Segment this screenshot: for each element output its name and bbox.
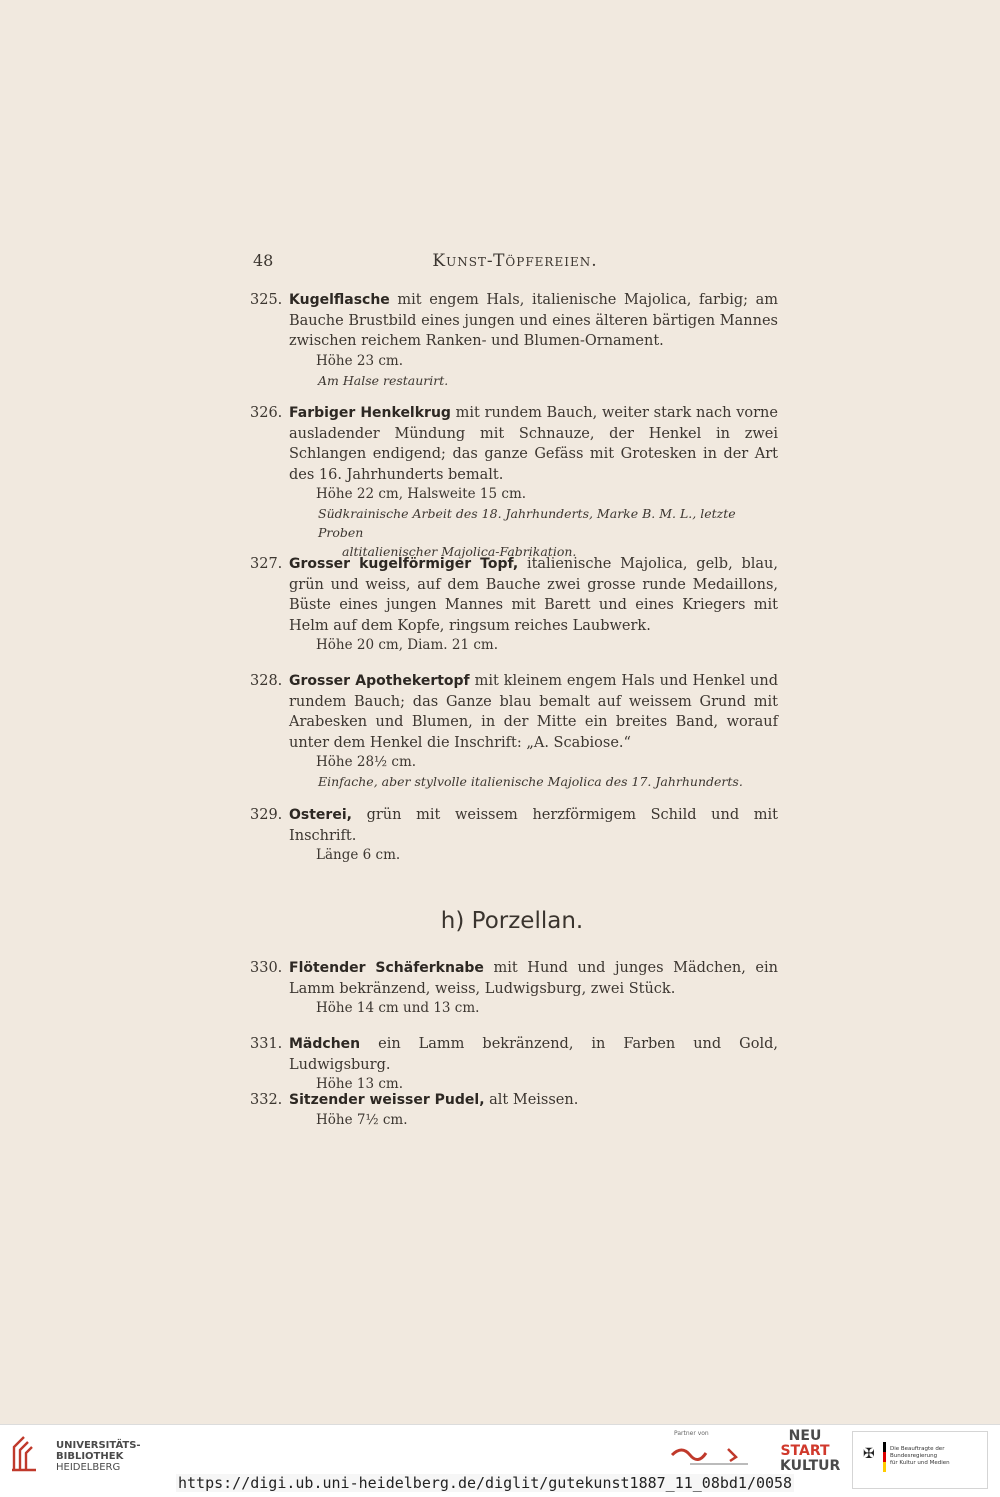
entry-text: mit kleinem engem Hals und Henkel und rundem Bauch; das Ganze blau bemalt auf weissem Grund mit Arabesken und Blumen, in der Mitte ein breites Band, worauf unter dem Henkel die Inschrift: „A. Scabiose.“ <box>289 673 778 751</box>
entry-note: Am Halse restaurirt. <box>318 372 449 388</box>
partner-label: Partner von <box>674 1430 709 1437</box>
bkm-logo[interactable] <box>852 1431 988 1489</box>
entry-heading: Kugelflasche <box>289 292 390 308</box>
entry-measurement: Höhe 22 cm, Halsweite 15 cm. <box>316 486 527 502</box>
entry-number: 332. <box>250 1092 283 1108</box>
bkm-text <box>890 1446 987 1467</box>
federal-eagle-icon: ✠ <box>863 1446 875 1462</box>
entry-heading: Sitzender weisser Pudel, <box>289 1092 485 1108</box>
entry-description <box>289 1090 778 1111</box>
catalog-entry-332 <box>250 1090 778 1130</box>
entry-number: 327. <box>250 556 283 572</box>
library-name-line-3: HEIDELBERG <box>56 1462 121 1473</box>
university-library-logo-icon[interactable] <box>10 1433 46 1473</box>
entry-text: grün mit weissem herzförmigem Schild und mit Inschrift. <box>289 807 778 844</box>
entry-measurement: Höhe 20 cm, Diam. 21 cm. <box>316 637 498 653</box>
catalog-entry-329 <box>250 805 778 865</box>
bkm-line-2: für Kultur und Medien <box>890 1460 950 1466</box>
entry-text: mit Hund und junges Mädchen, ein Lamm bekränzend, weiss, Ludwigsburg, zwei Stück. <box>289 960 778 997</box>
entry-note: Einfache, aber stylvolle italienische Majolica des 17. Jahrhunderts. <box>318 774 743 789</box>
german-flag-icon <box>883 1442 886 1472</box>
entry-number: 330. <box>250 960 283 976</box>
catalog-entry-330 <box>250 958 778 1018</box>
entry-measurement: Höhe 7½ cm. <box>316 1111 408 1128</box>
entry-number: 328. <box>250 673 283 689</box>
entry-measurement: Länge 6 cm. <box>316 847 401 863</box>
page-header-title: Kunst-Töpfereien. <box>432 251 598 271</box>
catalog-entry-325 <box>250 290 778 390</box>
section-title: h) Porzellan. <box>440 908 584 934</box>
entry-description <box>289 805 778 846</box>
entry-measurement: Höhe 23 cm. <box>316 352 403 369</box>
entry-description <box>289 671 778 753</box>
neustart-line-3: KULTUR <box>780 1458 841 1474</box>
page-number: 48 <box>253 251 274 270</box>
entry-number: 329. <box>250 807 283 823</box>
entry-number: 326. <box>250 405 283 421</box>
entry-heading: Flötender Schäferknabe <box>289 960 484 976</box>
entry-measurement: Höhe 28½ cm. <box>316 754 417 770</box>
entry-text: mit rundem Bauch, weiter stark nach vorne ausladender Mündung mit Schnauze, der Henkel in zwei Schlangen endigend; das ganze Gefäss mit Grotesken in der Art des 16. Jahrhunderts bemalt. <box>289 405 778 483</box>
neustart-line-1: NEU <box>788 1428 822 1444</box>
entry-description <box>289 290 778 352</box>
entry-text: ein Lamm bekränzend, in Farben und Gold, Ludwigsburg. <box>289 1036 778 1073</box>
entry-heading: Osterei, <box>289 807 352 823</box>
entry-text: mit engem Hals, italienische Majolica, farbig; am Bauche Brustbild eines jungen und eines älteren bärtigen Mannes zwischen reichem Ranken- und Blumen-Ornament. <box>289 292 778 349</box>
entry-measurement: Höhe 13 cm. <box>316 1076 403 1092</box>
entry-description <box>289 958 778 999</box>
deutsche-digitale-bibliothek-logo-icon[interactable] <box>670 1441 770 1471</box>
entry-measurement: Höhe 14 cm und 13 cm. <box>316 1000 480 1016</box>
university-library-name[interactable] <box>56 1440 141 1473</box>
permalink-url[interactable]: https://digi.ub.uni-heidelberg.de/diglit/gutekunst1887_11_08bd1/0058 <box>178 1474 793 1492</box>
neustart-line-2: START <box>780 1443 830 1459</box>
entry-description <box>289 554 778 636</box>
running-head <box>253 251 777 273</box>
catalog-entry-331 <box>250 1034 778 1094</box>
catalog-entry-328 <box>250 671 778 791</box>
library-name-line-1: UNIVERSITÄTS- <box>56 1440 141 1451</box>
entry-description <box>289 403 778 485</box>
library-name-line-2: BIBLIOTHEK <box>56 1451 124 1462</box>
entry-heading: Farbiger Henkelkrug <box>289 405 451 421</box>
bkm-line-1: Die Beauftragte der Bundesregierung <box>890 1446 945 1459</box>
entry-note-continued: altitalienischer Majolica-Fabrikation. <box>342 544 577 559</box>
entry-number: 331. <box>250 1036 283 1052</box>
entry-description <box>289 1034 778 1075</box>
catalog-entry-326 <box>250 403 778 561</box>
catalog-entry-327 <box>250 554 778 655</box>
entry-text: italienische Majolica, gelb, blau, grün und weiss, auf dem Bauche zwei grosse runde Medaillons, Büste eines jungen Mannes mit Barett und eines Kriegers mit Helm auf dem Kopfe, ringsum reiches Laubwerk. <box>289 556 778 634</box>
entry-note: Südkrainische Arbeit des 18. Jahrhunderts, Marke B. M. L., letzte Proben <box>318 506 736 540</box>
entry-heading: Grosser kugelförmiger Topf, <box>289 556 519 572</box>
entry-heading: Grosser Apothekertopf <box>289 673 470 689</box>
entry-heading: Mädchen <box>289 1036 361 1052</box>
entry-text: alt Meissen. <box>484 1092 579 1108</box>
entry-number: 325. <box>250 292 283 308</box>
